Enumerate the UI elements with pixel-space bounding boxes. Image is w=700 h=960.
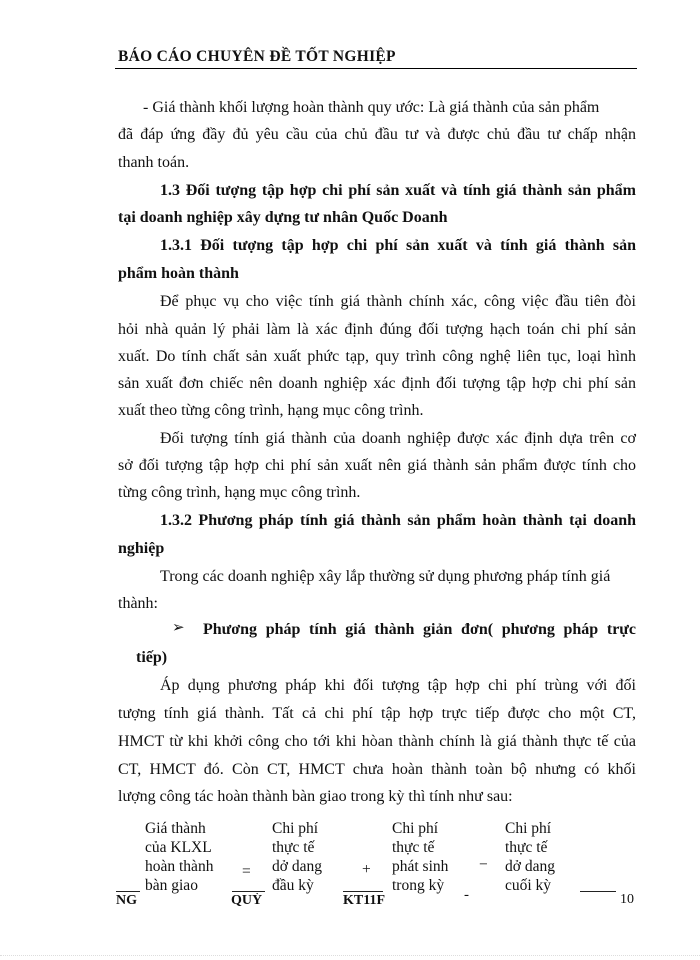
formula-minus: −	[479, 856, 488, 873]
footer-fragment: KT11F	[343, 893, 386, 908]
text-line: Trong các doanh nghiệp xây lắp thường sử dụng phương pháp tính giá	[160, 568, 611, 585]
text-line: sở đối tượng tập hợp chi phí sản xuất nên giá thành sản phẩm được tính cho	[118, 457, 636, 474]
text-line: - Giá thành khối lượng hoàn thành quy ước: Là giá thành của sản phẩm	[143, 99, 600, 116]
text-line: lượng công tác hoàn thành bàn giao trong kỳ thì tính như sau:	[118, 788, 513, 805]
formula-small-dash: -	[464, 887, 469, 903]
text-line: HMCT từ khi khởi công cho tới khi hòan thành chính là giá thành thực tế của	[118, 733, 636, 750]
text-line: đã đáp ứng đầy đủ yêu cầu của chủ đầu tư và được chủ đầu tư chấp nhận	[118, 126, 636, 143]
text-line: từng công trình, hạng mục công trình.	[118, 484, 361, 501]
text-line: Áp dụng phương pháp khi đối tượng tập hợp chi phí trùng với đối	[160, 677, 636, 694]
formula-term-cost-completed: Giá thành của KLXL hoàn thành bàn giao	[145, 820, 214, 894]
bullet-heading: Phương pháp tính giá thành giản đơn( phương pháp trực	[203, 621, 636, 638]
text-line: tượng tính giá thành. Tất cả chi phí tập hợp trực tiếp được cho một CT,	[118, 705, 636, 722]
subsection-heading: 1.3.2 Phương pháp tính giá thành sản phẩm hoàn thành tại doanh	[160, 512, 636, 529]
text-line: CT, HMCT đó. Còn CT, HMCT chưa hoàn thành toàn bộ nhưng có khối	[118, 761, 636, 778]
section-heading: 1.3 Đối tượng tập hợp chi phí sản xuất và tính giá thành sản phẩm	[160, 182, 636, 199]
text-line: xuất theo từng công trình, hạng mục công trình.	[118, 402, 424, 419]
formula-blank-line	[116, 891, 140, 892]
formula-term-wip-start: Chi phí thực tế dở dang đầu kỳ	[272, 820, 322, 894]
header-divider	[115, 68, 637, 69]
page-number: 10	[620, 892, 634, 907]
subsection-heading: nghiệp	[118, 540, 165, 557]
text-line: thanh toán.	[118, 154, 190, 171]
subsection-heading: phẩm hoàn thành	[118, 265, 239, 282]
text-line: Đối tượng tính giá thành của doanh nghiệp được xác định dựa trên cơ	[160, 430, 636, 447]
report-header-title: BÁO CÁO CHUYÊN ĐỀ TỐT NGHIỆP	[118, 48, 396, 65]
formula-blank-line	[343, 891, 383, 892]
text-line: sản xuất đơn chiếc nên doanh nghiệp xác định đối tượng tập hợp chi phí sản	[118, 375, 636, 392]
text-line: Để phục vụ cho việc tính giá thành chính xác, công việc đầu tiên đòi	[160, 293, 636, 310]
section-heading: tại doanh nghiệp xây dựng tư nhân Quốc Doanh	[118, 209, 448, 226]
formula-blank-line	[232, 891, 265, 892]
arrow-bullet-icon: ➢	[172, 620, 185, 636]
formula-plus: +	[362, 861, 371, 878]
text-line: hỏi nhà quản lý phải làm là xác định đúng đối tượng hạch toán chi phí sản	[118, 321, 636, 338]
formula-blank-line	[580, 891, 616, 892]
formula-term-cost-incurred: Chi phí thực tế phát sinh trong kỳ	[392, 820, 449, 894]
text-line: thành:	[118, 595, 158, 612]
subsection-heading: 1.3.1 Đối tượng tập hợp chi phí sản xuất và tính giá thành sản	[160, 237, 636, 254]
formula-equals: =	[242, 863, 251, 880]
formula-term-wip-end: Chi phí thực tế dở dang cuối kỳ	[505, 820, 555, 894]
page-edge	[0, 955, 700, 956]
bullet-heading: tiếp)	[136, 649, 168, 666]
footer-fragment: QUỲ	[231, 893, 263, 908]
footer-fragment: NG	[116, 893, 137, 908]
text-line: xuất. Do tính chất sản xuất phức tạp, quy trình công nghệ liên tục, loại hình	[118, 348, 636, 365]
